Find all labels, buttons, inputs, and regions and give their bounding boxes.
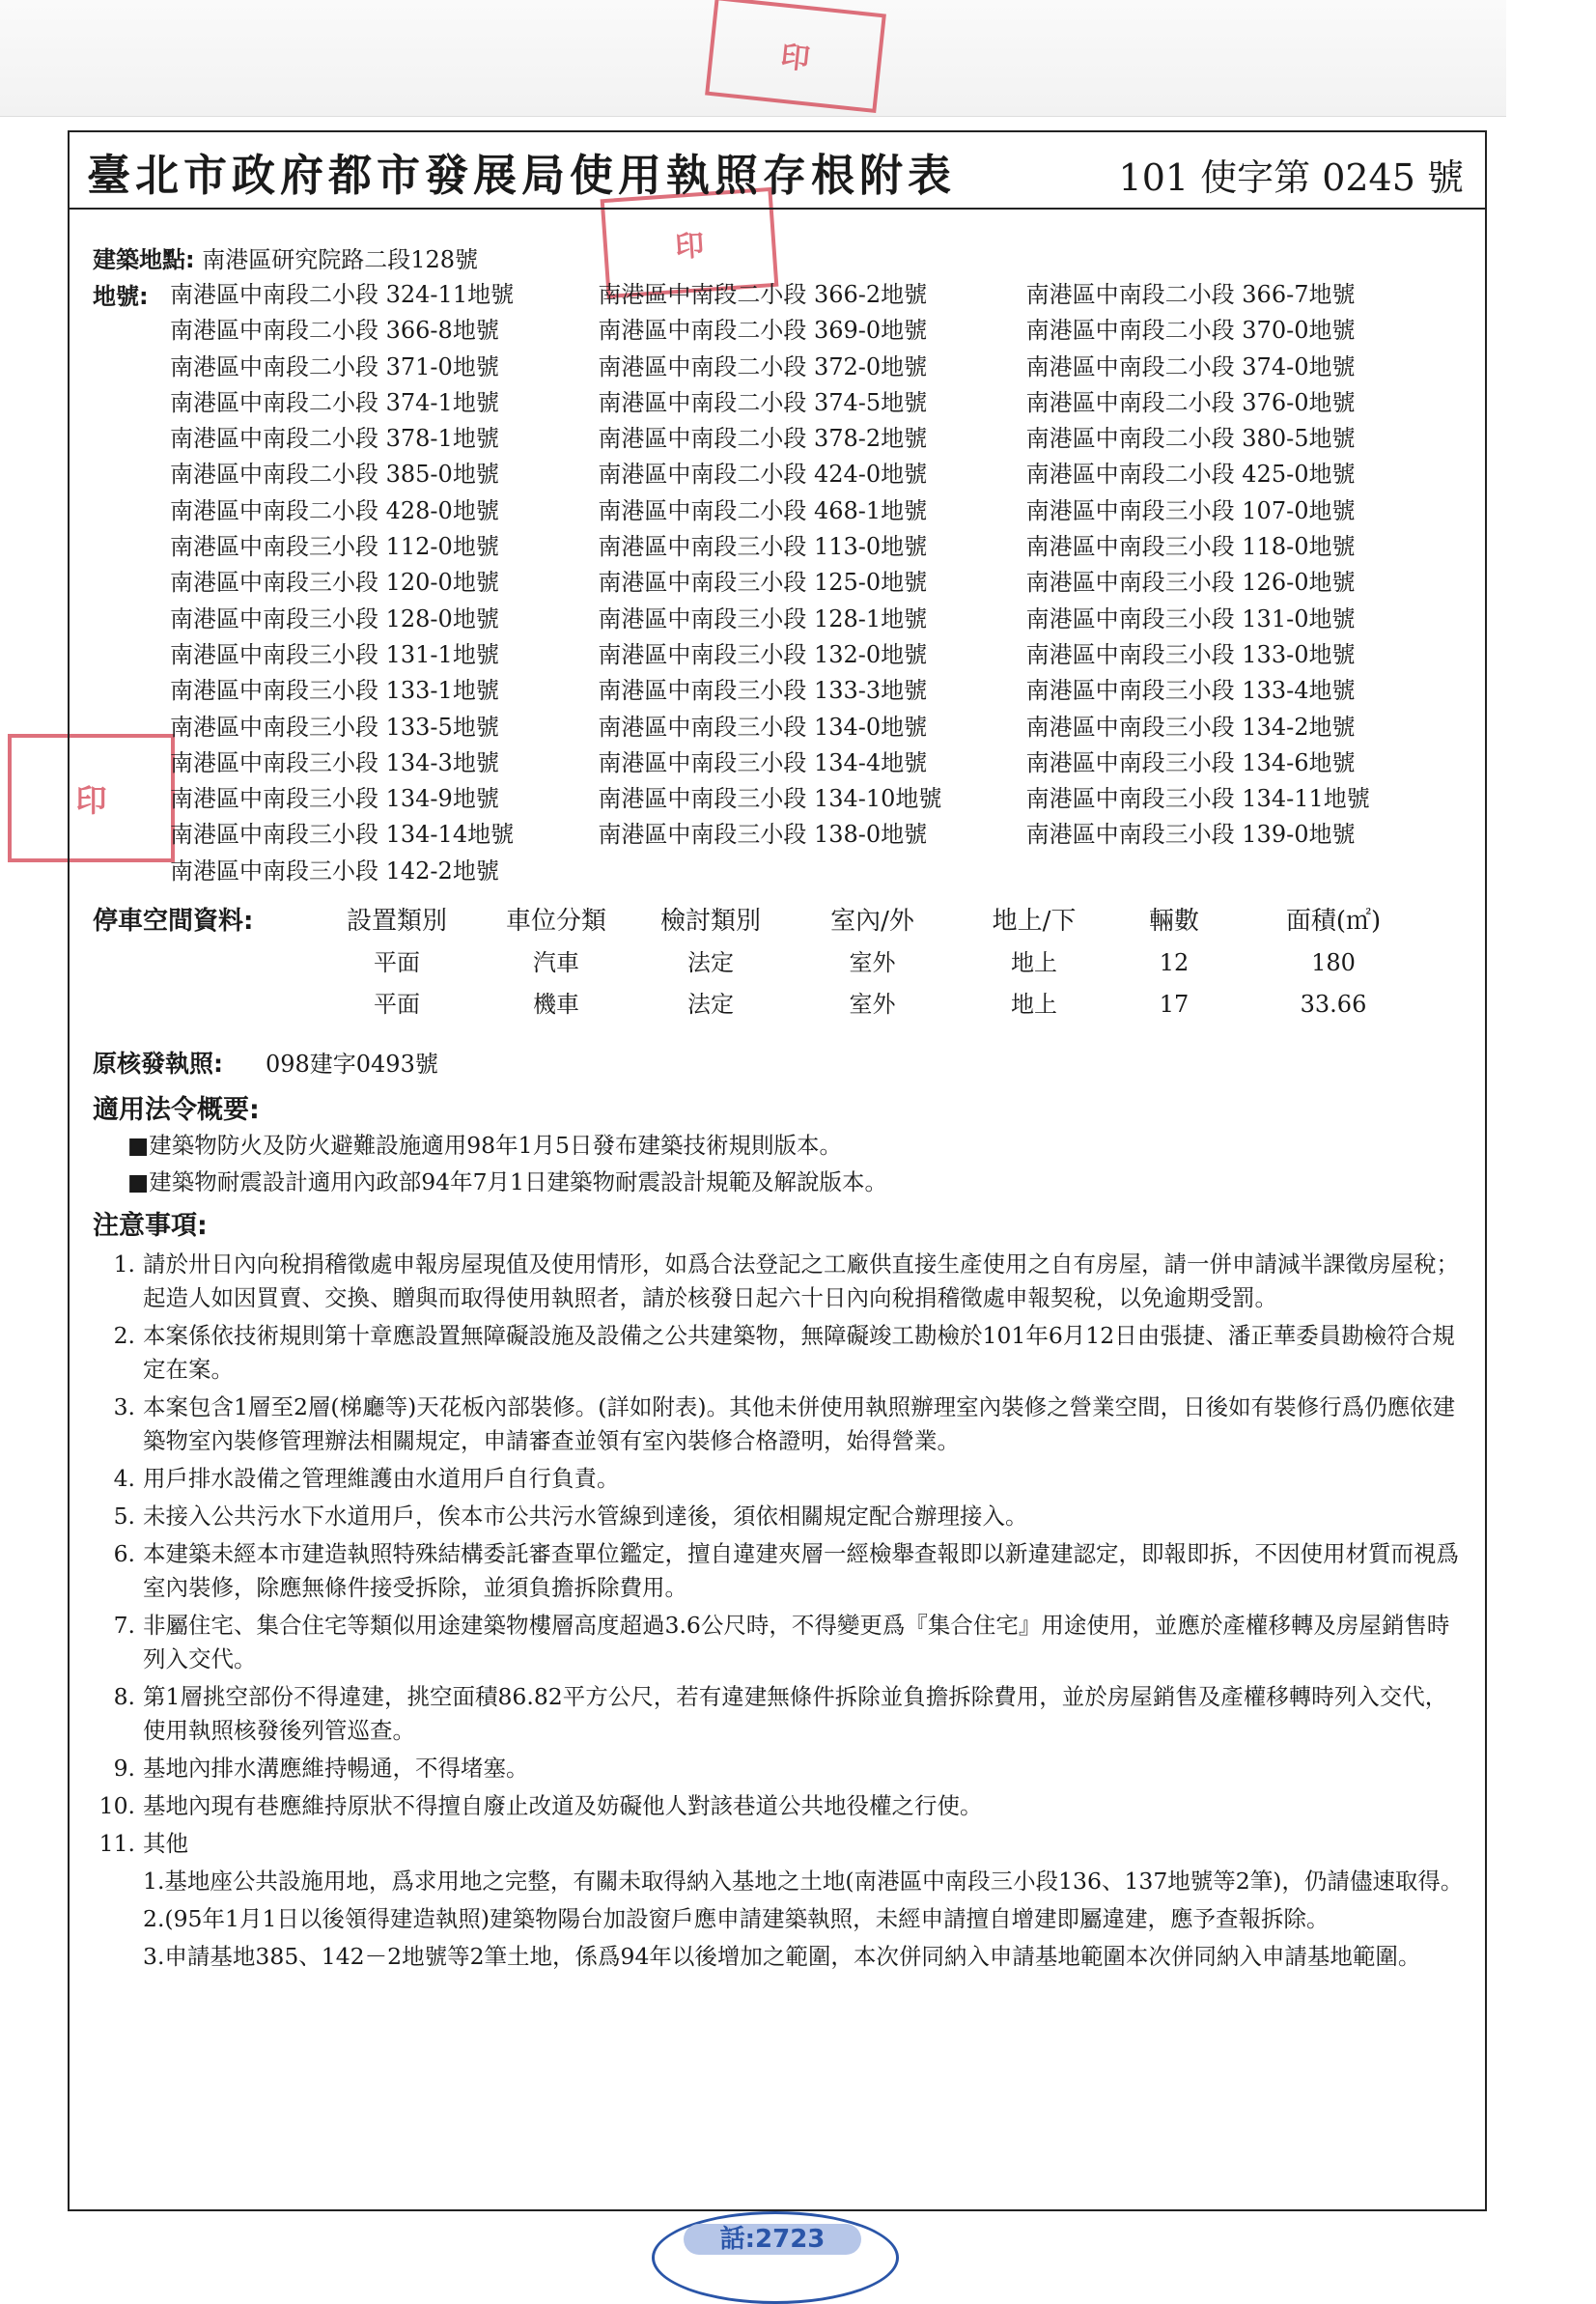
note-number: 11. xyxy=(98,1830,135,1857)
lot-number: 南港區中南段二小段 371-0地號 xyxy=(170,352,499,380)
note-text: 本建築未經本市建造執照特殊結構委託審查單位鑑定，擅自違建夾層一經檢舉查報即以新違建認定，即報即拆，不因使用材質而視爲室內裝修，除應無條件接受拆除，並須負擔拆除費用。 xyxy=(143,1540,1459,1601)
red-seal-top-right: 印 xyxy=(705,0,886,113)
document-frame xyxy=(68,130,1487,2211)
parking-section xyxy=(93,900,1464,1026)
lot-number: 南港區中南段三小段 125-0地號 xyxy=(598,569,928,597)
lot-number: 南港區中南段二小段 366-8地號 xyxy=(170,317,499,345)
parking-cell: 180 xyxy=(1311,949,1356,976)
parking-row xyxy=(93,942,1464,984)
parking-title: 停車空間資料: xyxy=(93,907,254,936)
lot-number: 南港區中南段三小段 133-4地號 xyxy=(1025,677,1356,705)
lot-number: 南港區中南段二小段 378-1地號 xyxy=(170,425,499,453)
lot-row xyxy=(170,350,1454,385)
lot-number: 南港區中南段三小段 138-0地號 xyxy=(598,821,928,849)
lot-row xyxy=(170,457,1454,492)
note-sub-item: 1.基地座公共設施用地，爲求用地之完整，有關未取得納入基地之土地(南港區中南段三小段136、137地號等2筆)，仍請儘速取得。 xyxy=(143,1868,1464,1895)
lot-number: 南港區中南段二小段 376-0地號 xyxy=(1025,388,1356,416)
lot-number: 南港區中南段三小段 133-5地號 xyxy=(170,713,499,741)
lot-number: 南港區中南段二小段 428-0地號 xyxy=(170,496,499,524)
lot-number: 南港區中南段二小段 468-1地號 xyxy=(598,496,928,524)
red-seal-upper-mid: 印 xyxy=(601,187,779,298)
parking-header-row xyxy=(93,900,1464,942)
note-text: 用戶排水設備之管理維護由水道用戶自行負責。 xyxy=(143,1465,620,1492)
lot-number: 南港區中南段三小段 139-0地號 xyxy=(1025,821,1356,849)
blue-seal-text: 話:2723 xyxy=(684,2224,861,2255)
lot-row xyxy=(170,385,1454,421)
parking-cell: 汽車 xyxy=(533,949,579,976)
parking-header-cell: 檢討類別 xyxy=(659,907,761,936)
lot-number: 南港區中南段二小段 425-0地號 xyxy=(1025,461,1356,489)
note-text: 未接入公共污水下水道用戶，俟本市公共污水管線到達後，須依相關規定配合辦理接入。 xyxy=(143,1503,1028,1530)
parking-header-cell: 設置類別 xyxy=(346,907,447,936)
lot-number: 南港區中南段二小段 372-0地號 xyxy=(598,352,928,380)
note-item xyxy=(93,1827,1464,1861)
lot-number: 南港區中南段三小段 113-0地號 xyxy=(598,533,928,561)
lot-number xyxy=(1026,854,1454,889)
document-header xyxy=(70,132,1485,210)
lot-number: 南港區中南段二小段 366-2地號 xyxy=(598,281,928,308)
parking-cell: 地上 xyxy=(1011,991,1057,1018)
lot-number: 南港區中南段二小段 370-0地號 xyxy=(1025,317,1356,345)
lot-row xyxy=(170,745,1454,781)
address-value: 南港區研究院路二段128號 xyxy=(202,246,479,273)
address-label: 建築地點: xyxy=(93,246,195,273)
lot-number: 南港區中南段三小段 134-3地號 xyxy=(170,748,499,776)
lot-row xyxy=(170,277,1454,313)
lot-number: 南港區中南段三小段 120-0地號 xyxy=(170,569,499,597)
lot-number: 南港區中南段二小段 369-0地號 xyxy=(598,317,928,345)
lot-number: 南港區中南段三小段 134-9地號 xyxy=(170,785,499,813)
parking-header-cell: 室內/外 xyxy=(830,907,914,936)
lot-row xyxy=(170,637,1454,673)
note-item xyxy=(93,1391,1464,1458)
parking-cell: 33.66 xyxy=(1300,991,1367,1018)
note-text: 請於卅日內向稅捐稽徵處申報房屋現值及使用情形，如爲合法登記之工廠供直接生產使用之自有房屋，請一併申請減半課徵房屋稅；起造人如因買賣、交換、贈與而取得使用執照者，請於核發日起六十日內向稅捐稽徵處申報契稅，以免逾期受罰。 xyxy=(143,1250,1459,1311)
lot-number-list xyxy=(170,277,1454,889)
lot-number: 南港區中南段二小段 378-2地號 xyxy=(598,425,928,453)
lot-number: 南港區中南段二小段 374-5地號 xyxy=(598,388,928,416)
note-text: 非屬住宅、集合住宅等類似用途建築物樓層高度超過3.6公尺時，不得變更爲『集合住宅』用途使用，並應於產權移轉及房屋銷售時列入交代。 xyxy=(143,1612,1450,1672)
parking-cell: 法定 xyxy=(687,991,734,1018)
parking-cell: 法定 xyxy=(687,949,734,976)
lot-row xyxy=(170,673,1454,709)
note-item xyxy=(93,1462,1464,1496)
lot-number: 南港區中南段三小段 131-0地號 xyxy=(1025,604,1356,632)
parking-cell: 平面 xyxy=(374,949,420,976)
parking-cell: 機車 xyxy=(533,991,579,1018)
parking-cell: 12 xyxy=(1159,949,1190,976)
parking-header-cell: 地上/下 xyxy=(992,907,1077,936)
lot-number: 南港區中南段二小段 366-7地號 xyxy=(1025,281,1356,308)
lot-row xyxy=(170,854,1454,889)
note-number: 9. xyxy=(113,1755,135,1782)
law-item: ■建築物防火及防火避難設施適用98年1月5日發布建築技術規則版本。 xyxy=(127,1132,843,1159)
parking-header-cell: 車位分類 xyxy=(505,907,606,936)
document-title: 臺北市政府都市發展局使用執照存根附表 xyxy=(87,150,957,201)
note-number: 2. xyxy=(113,1322,135,1349)
lot-number: 南港區中南段三小段 131-1地號 xyxy=(170,640,499,668)
note-number: 5. xyxy=(113,1503,135,1530)
original-permit xyxy=(93,1045,438,1080)
parking-cell: 17 xyxy=(1159,991,1190,1018)
lot-number: 南港區中南段三小段 133-1地號 xyxy=(170,677,499,705)
note-item xyxy=(93,1752,1464,1785)
lot-number: 南港區中南段三小段 134-10地號 xyxy=(598,785,942,813)
lot-number: 南港區中南段三小段 134-11地號 xyxy=(1025,785,1370,813)
lot-number xyxy=(598,854,1025,889)
lot-number: 南港區中南段二小段 385-0地號 xyxy=(170,461,499,489)
lot-number: 南港區中南段二小段 324-11地號 xyxy=(170,281,515,308)
parking-cell: 室外 xyxy=(849,991,896,1018)
lot-number: 南港區中南段三小段 133-3地號 xyxy=(598,677,928,705)
red-seal-left: 印 xyxy=(8,734,175,862)
note-item xyxy=(93,1537,1464,1605)
lot-row xyxy=(170,781,1454,817)
lot-number: 南港區中南段三小段 128-1地號 xyxy=(598,604,928,632)
parking-row xyxy=(93,984,1464,1026)
parking-header-cell: 輛數 xyxy=(1148,907,1199,936)
note-text: 第1層挑空部份不得違建，挑空面積86.82平方公尺，若有違建無條件拆除並負擔拆除費用，並於房屋銷售及產權移轉時列入交代，使用執照核發後列管巡查。 xyxy=(143,1683,1448,1744)
lot-row xyxy=(170,710,1454,745)
original-permit-label: 原核發執照: xyxy=(93,1050,223,1078)
note-number: 4. xyxy=(113,1465,135,1492)
laws-list xyxy=(127,1127,887,1200)
lot-number: 南港區中南段二小段 374-0地號 xyxy=(1025,352,1356,380)
note-number: 10. xyxy=(98,1792,135,1819)
lot-row xyxy=(170,529,1454,565)
lot-number: 南港區中南段三小段 132-0地號 xyxy=(598,640,928,668)
lot-number: 南港區中南段二小段 380-5地號 xyxy=(1025,425,1356,453)
parking-cell: 地上 xyxy=(1011,949,1057,976)
note-item xyxy=(93,1680,1464,1748)
lot-row xyxy=(170,313,1454,349)
parking-cell: 平面 xyxy=(374,991,420,1018)
note-sub-item: 3.申請基地385、142－2地號等2筆土地，係爲94年以後增加之範圍，本次併同納入申請基地範圍本次併同納入申請基地範圍。 xyxy=(143,1943,1421,1970)
lot-number: 南港區中南段三小段 142-2地號 xyxy=(170,857,499,885)
lot-number: 南港區中南段三小段 134-6地號 xyxy=(1025,748,1356,776)
note-text: 基地內現有巷應維持原狀不得擅自廢止改道及妨礙他人對該巷道公共地役權之行使。 xyxy=(143,1792,983,1819)
lot-number: 南港區中南段三小段 107-0地號 xyxy=(1025,496,1356,524)
lot-number: 南港區中南段三小段 112-0地號 xyxy=(170,533,499,561)
lot-row xyxy=(170,817,1454,853)
lot-number: 南港區中南段三小段 118-0地號 xyxy=(1025,533,1356,561)
note-item xyxy=(93,1789,1464,1823)
laws-title: 適用法令概要: xyxy=(93,1095,260,1125)
lot-number: 南港區中南段三小段 134-2地號 xyxy=(1025,713,1356,741)
note-item xyxy=(93,1500,1464,1533)
note-number: 7. xyxy=(113,1612,135,1639)
lot-row xyxy=(170,565,1454,601)
notes-title: 注意事項: xyxy=(93,1211,208,1241)
note-text: 基地內排水溝應維持暢通，不得堵塞。 xyxy=(143,1755,529,1782)
lot-number: 南港區中南段三小段 133-0地號 xyxy=(1025,640,1356,668)
note-text: 其他 xyxy=(143,1830,188,1857)
lot-number: 南港區中南段三小段 134-0地號 xyxy=(598,713,928,741)
lot-number: 南港區中南段三小段 134-4地號 xyxy=(598,748,928,776)
law-item: ■建築物耐震設計適用內政部94年7月1日建築物耐震設計規範及解說版本。 xyxy=(127,1168,888,1195)
original-permit-value: 098建字0493號 xyxy=(265,1051,438,1078)
lot-number: 南港區中南段二小段 374-1地號 xyxy=(170,388,499,416)
building-address xyxy=(93,240,478,274)
note-text: 本案係依技術規則第十章應設置無障礙設施及設備之公共建築物，無障礙竣工勘檢於101年6月12日由張捷、潘正華委員勘檢符合規定在案。 xyxy=(143,1322,1455,1383)
note-number: 3. xyxy=(113,1393,135,1420)
lot-row xyxy=(170,493,1454,529)
lot-number: 南港區中南段二小段 424-0地號 xyxy=(598,461,928,489)
lot-number: 南港區中南段三小段 126-0地號 xyxy=(1025,569,1356,597)
lot-numbers-label: 地號: xyxy=(93,283,149,310)
note-text: 本案包含1層至2層(梯廳等)天花板內部裝修。(詳如附表)。其他未併使用執照辦理室內裝修之營業空間，日後如有裝修行爲仍應依建築物室內裝修管理辦法相關規定，申請審查並領有室內裝修合格證明，始得營業。 xyxy=(143,1393,1456,1454)
note-item xyxy=(93,1609,1464,1676)
notes-list xyxy=(93,1248,1464,1978)
lot-number: 南港區中南段三小段 128-0地號 xyxy=(170,604,499,632)
note-item xyxy=(93,1248,1464,1315)
note-number: 6. xyxy=(113,1540,135,1567)
note-item xyxy=(93,1319,1464,1387)
permit-number: 101 使字第 0245 號 xyxy=(1118,156,1464,199)
parking-cell: 室外 xyxy=(849,949,896,976)
lot-number: 南港區中南段三小段 134-14地號 xyxy=(170,821,515,849)
lot-row xyxy=(170,421,1454,457)
parking-header-cell: 面積(㎡) xyxy=(1285,907,1382,936)
lot-row xyxy=(170,602,1454,637)
note-sub-item: 2.(95年1月1日以後領得建造執照)建築物陽台加設窗戶應申請建築執照，未經申請擅自增建即屬違建，應予查報拆除。 xyxy=(143,1905,1330,1932)
note-number: 1. xyxy=(113,1250,135,1278)
note-number: 8. xyxy=(113,1683,135,1710)
